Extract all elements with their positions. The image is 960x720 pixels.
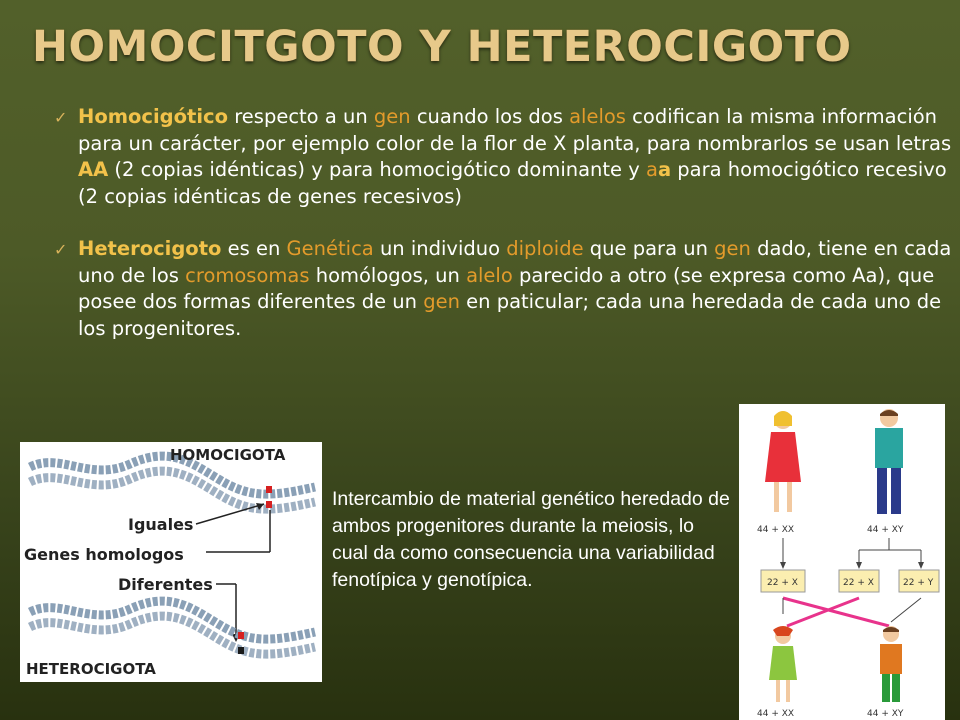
bullet-segment: codifican la misma información para un carácter, por ejemplo color de la flor de X planta, para nombrarlos se usan letras (78, 105, 952, 155)
label-father-chromosomes: 44 + XY (867, 525, 904, 535)
bullet-segment: dado, tiene en cada uno de los (78, 237, 952, 287)
father-figure (875, 409, 903, 514)
gamete-mother: 22 + X (767, 578, 798, 588)
crossing-arrows (783, 598, 921, 626)
bullet-heterocigoto (54, 236, 960, 342)
mother-figure (765, 411, 801, 512)
gamete-father-x: 22 + X (843, 578, 874, 588)
bullet-segment: gen (423, 290, 460, 313)
bullet-segment: alelos (569, 105, 626, 128)
bullet-text (78, 237, 951, 340)
inheritance-figure (739, 404, 945, 720)
bullet-marker-icon: ✓ (54, 108, 68, 127)
figure-caption: Intercambio de material genético heredado de ambos progenitores durante la meiosis, lo cual da como consecuencia una variabilidad fenotípica y genotípica. (332, 488, 730, 591)
bullet-text (78, 105, 951, 208)
bullet-segment: cromosomas (185, 263, 310, 287)
bullet-segment: Homocigótico (78, 105, 228, 128)
bullet-segment: que para un (583, 237, 715, 260)
bullet-segment: (2 copias idénticas) y para homocigótico dominante y (108, 158, 646, 181)
bullet-segment: en paticular; cada una heredada de cada uno de los progenitores. (78, 290, 942, 340)
chromosome-diagram (20, 442, 322, 682)
bullet-segment: Heterocigoto (78, 237, 222, 260)
label-mother-chromosomes: 44 + XX (757, 525, 795, 535)
label-genes-homologos: Genes homologos (24, 545, 184, 564)
bullet-segment: cuando los dos (410, 105, 570, 128)
bullet-segment: a (645, 158, 658, 181)
label-homocigota: HOMOCIGOTA (170, 446, 286, 464)
bullet-segment: gen (373, 105, 411, 128)
chromosome-figure (20, 442, 322, 682)
bullet-marker-icon: ✓ (54, 240, 68, 259)
bullet-segment: un individuo (373, 237, 507, 260)
label-diferentes: Diferentes (118, 575, 213, 594)
bullet-homocigotico (54, 104, 960, 210)
bullet-segment: es en (221, 237, 287, 260)
label-son-chromosomes: 44 + XY (867, 709, 904, 719)
bullet-segment: alelo (466, 263, 513, 287)
label-iguales: Iguales (128, 515, 194, 534)
label-daughter-chromosomes: 44 + XX (757, 709, 795, 719)
heterozygous-chromosome-pair (30, 601, 315, 654)
homozygous-chromosome-pair (30, 456, 315, 509)
bullet-segment: homólogos, un (309, 263, 467, 287)
bullet-segment: diploide (506, 237, 584, 260)
label-heterocigota: HETEROCIGOTA (26, 660, 156, 678)
son-figure (880, 626, 902, 702)
gamete-father-y: 22 + Y (903, 578, 934, 588)
bullet-segment: parecido a otro (se expresa como Aa), que posee dos formas diferentes de un (78, 263, 935, 313)
daughter-figure (769, 626, 797, 702)
slide-title: HOMOCITGOTO Y HETEROCIGOTO (32, 22, 852, 72)
bullet-list (54, 104, 960, 368)
bullet-segment: para homocigótico recesivo (2 copias idénticas de genes recesivos) (78, 158, 947, 208)
bullet-segment: AA (78, 158, 109, 181)
bullet-segment: a (657, 158, 672, 181)
bullet-segment: gen (714, 237, 751, 260)
bullet-segment: respecto a un (228, 105, 374, 128)
bullet-segment: Genética (286, 237, 374, 260)
inheritance-diagram (739, 404, 945, 720)
